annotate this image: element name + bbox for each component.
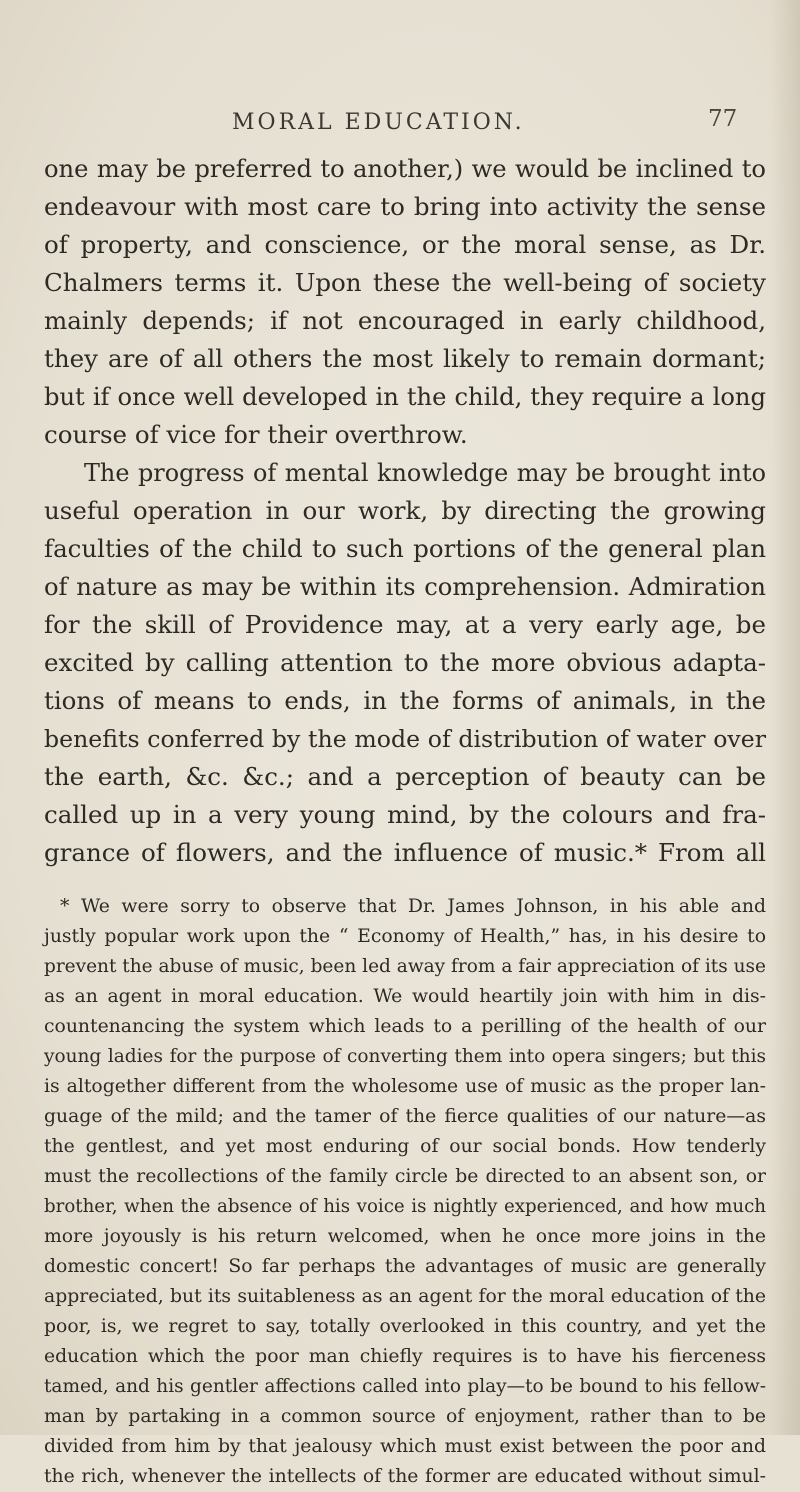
text-line: excited by calling attention to the more obvious adapta- [44, 648, 766, 677]
footnote-line: as an agent in moral education. We would heartily join with him in dis- [44, 986, 766, 1007]
footnote-line: poor, is, we regret to say, totally overlooked in this country, and yet the [44, 1316, 766, 1337]
footnote-line: must the recollections of the family circle be directed to an absent son, or [44, 1166, 766, 1187]
running-title: MORAL EDUCATION. [232, 110, 525, 135]
text-line: mainly depends; if not encouraged in early childhood, [44, 306, 766, 335]
footnote-line: the gentlest, and yet most enduring of our social bonds. How tenderly [44, 1136, 766, 1157]
page-header [0, 104, 800, 144]
footnote-line: guage of the mild; and the tamer of the fierce qualities of our nature—as [44, 1106, 766, 1127]
footnote-line: the rich, whenever the intellects of the former are educated without simul- [44, 1466, 766, 1487]
text-line: grance of flowers, and the influence of music.* From all [44, 838, 766, 867]
text-line: tions of means to ends, in the forms of animals, in the [44, 686, 766, 715]
footnote-line: is altogether different from the wholesome use of music as the proper lan- [44, 1076, 766, 1097]
text-line: called up in a very young mind, by the colours and fra- [44, 800, 766, 829]
text-line: useful operation in our work, by directing the growing [44, 496, 766, 525]
text-line: for the skill of Providence may, at a very early age, be [44, 610, 766, 639]
footnote-line: * We were sorry to observe that Dr. James Johnson, in his able and [60, 896, 766, 917]
text-line: The progress of mental knowledge may be brought into [84, 459, 766, 487]
text-line: one may be preferred to another,) we would be inclined to [44, 155, 766, 183]
text-line: but if once well developed in the child, they require a long [44, 383, 766, 411]
footnote-line: justly popular work upon the “ Economy of Health,” has, in his desire to [44, 926, 766, 947]
text-line: benefits conferred by the mode of distribution of water over [44, 725, 766, 753]
footnote-line: domestic concert! So far perhaps the advantages of music are generally [44, 1256, 766, 1277]
text-line: Chalmers terms it. Upon these the well-being of society [44, 268, 766, 297]
footnote-line: more joyously is his return welcomed, when he once more joins in the [44, 1226, 766, 1247]
footnote-line: brother, when the absence of his voice is nightly experienced, and how much [44, 1196, 766, 1217]
footnote-line: countenancing the system which leads to a perilling of the health of our [44, 1016, 766, 1037]
page-number: 77 [708, 106, 738, 132]
text-line: the earth, &c. &c.; and a perception of beauty can be [44, 762, 766, 791]
footnote-line: man by partaking in a common source of enjoyment, rather than to be [44, 1406, 766, 1427]
text-line: of nature as may be within its comprehension. Admiration [44, 573, 766, 601]
page-edge-shadow [770, 0, 800, 1435]
footnote-line: education which the poor man chiefly requires is to have his fierceness [44, 1346, 766, 1367]
footnote-line: tamed, and his gentler affections called into play—to be bound to his fellow- [44, 1376, 766, 1397]
footnote-line: divided from him by that jealousy which must exist between the poor and [44, 1436, 766, 1457]
text-line: they are of all others the most likely to remain dormant; [44, 344, 766, 373]
text-line: course of vice for their overthrow. [44, 420, 468, 449]
footnote-line: young ladies for the purpose of converting them into opera singers; but this [44, 1046, 766, 1067]
footnote-line: prevent the abuse of music, been led away from a fair appreciation of its use [44, 956, 766, 977]
text-line: endeavour with most care to bring into activity the sense [44, 192, 766, 221]
footnote-line: appreciated, but its suitableness as an agent for the moral education of the [44, 1286, 766, 1307]
text-line: of property, and conscience, or the moral sense, as Dr. [44, 230, 766, 259]
text-line: faculties of the child to such portions of the general plan [44, 534, 766, 563]
